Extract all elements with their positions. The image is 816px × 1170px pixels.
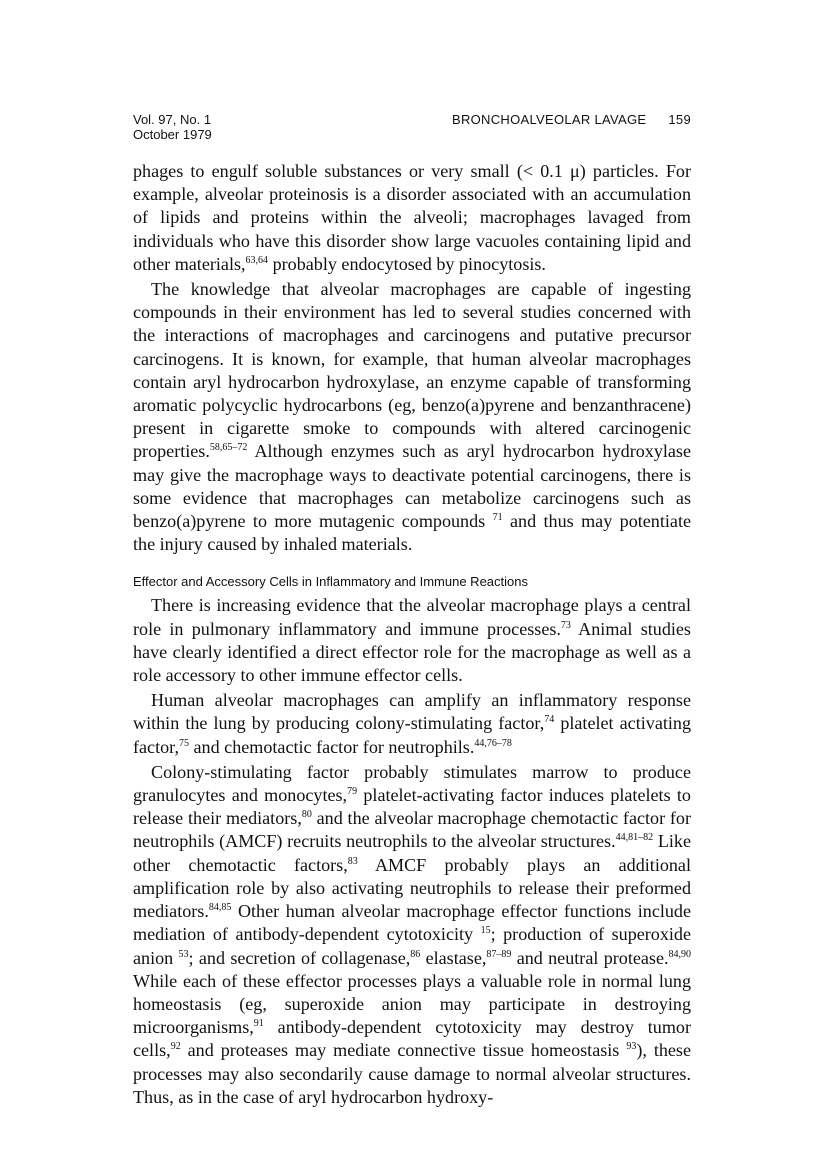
text-run: Other human alveolar macrophage effector functions include mediation of antibody-dependent cytotoxicity <box>133 901 691 945</box>
text-run: and thus may potentiate the injury caused by inhaled materials. <box>133 511 692 555</box>
text-run: Although enzymes such as aryl hydrocarbon hydroxylase may give the macrophage ways to deactivate potential carcinogens, there is some evidence that macrophages can metabolize carcinogens such as benzo(a)pyrene to more mutagenic compounds <box>133 441 691 532</box>
text-run: Colony-stimulating factor probably stimulates marrow to produce granulocytes and monocytes, <box>133 761 691 806</box>
text-run: While each of these effector processes plays a valuable role in normal lung homeostasis (eg, superoxide anion may participate in destroying microorganisms, <box>133 970 691 1038</box>
citation-superscript: 63,64 <box>245 254 269 266</box>
volume-number: Vol. 97, No. 1 <box>133 112 212 127</box>
citation-superscript: 83 <box>347 855 358 867</box>
citation-superscript: 80 <box>301 809 312 821</box>
running-title: BRONCHOALVEOLAR LAVAGE <box>451 112 647 127</box>
paragraph-group-macrophage-ingestion <box>133 160 691 556</box>
citation-superscript: 93 <box>626 1041 637 1053</box>
citation-superscript: 58,65–72 <box>209 442 248 454</box>
text-run: platelet activating factor, <box>133 713 691 757</box>
text-run: ; production of superoxide anion <box>133 924 691 968</box>
article-body <box>133 160 691 1109</box>
page-number: 159 <box>668 112 691 127</box>
citation-superscript: 84,85 <box>208 902 232 914</box>
text-run: and proteases may mediate connective tissue homeostasis <box>180 1040 627 1061</box>
issue-date: October 1979 <box>133 127 212 142</box>
paragraph <box>133 160 691 276</box>
citation-superscript: 86 <box>410 948 421 960</box>
text-run: platelet-activating factor induces platelets to release their mediators, <box>133 785 691 829</box>
citation-superscript: 73 <box>560 619 571 631</box>
citation-superscript: 92 <box>170 1041 181 1053</box>
paragraph <box>133 761 691 1109</box>
running-header <box>133 112 691 146</box>
paragraph-group-effector-cells <box>133 594 691 1108</box>
text-run: and the alveolar macrophage chemotactic factor for neutrophils (AMCF) recruits neutrophils to the alveolar structures. <box>133 808 691 852</box>
text-run: ), these processes may also secondarily cause damage to normal alveolar structures. Thus, as in the case of aryl hydrocarbon hydroxy- <box>133 1040 692 1107</box>
citation-superscript: 15 <box>480 925 491 937</box>
paragraph <box>133 689 691 759</box>
citation-superscript: 53 <box>178 948 189 960</box>
paragraph <box>133 278 691 556</box>
journal-page <box>133 112 691 1109</box>
citation-superscript: 71 <box>492 512 503 524</box>
citation-superscript: 84,90 <box>668 948 691 960</box>
citation-superscript: 74 <box>544 714 555 726</box>
journal-issue <box>133 112 212 142</box>
citation-superscript: 44,81–82 <box>615 832 654 844</box>
citation-superscript: 75 <box>179 737 189 749</box>
section-heading: Effector and Accessory Cells in Inflammatory and Immune Reactions <box>133 574 528 590</box>
text-run: antibody-dependent cytotoxicity may destroy tumor cells, <box>133 1017 691 1061</box>
citation-superscript: 91 <box>253 1018 264 1030</box>
running-title-block <box>452 112 691 127</box>
text-run: AMCF probably plays an additional amplification role by also activating neutrophils to release their preformed mediators. <box>133 854 691 922</box>
text-run: ; and secretion of collagenase, <box>188 947 411 968</box>
paragraph <box>133 594 691 687</box>
text-run: Like other chemotactic factors, <box>133 831 691 875</box>
text-run: and neutral protease. <box>511 947 669 968</box>
text-run: The knowledge that alveolar macrophages are capable of ingesting compounds in their environment has led to several studies concerned with the interactions of macrophages and carcinogens and putative precursor carcinogens. It is known, for example, that human alveolar macrophages contain aryl hydrocarbon hydroxylase, an enzyme capable of transforming aromatic polycyclic hydrocarbons (eg, benzo(a)pyrene and benzanthracene) present in cigarette smoke to compounds with altered carcinogenic properties. <box>133 279 691 462</box>
citation-superscript: 44,76–78 <box>474 737 512 749</box>
text-run: Animal studies have clearly identified a direct effector role for the macrophage as well as a role accessory to other immune effector cells. <box>133 618 691 686</box>
text-run: phages to engulf soluble substances or very small (< 0.1 μ) particles. For example, alveolar proteinosis is a disorder associated with an accumulation of lipids and proteins within the alveoli; macrophages lavaged from individuals who have this disorder show large vacuoles containing lipid and other materials, <box>133 161 691 274</box>
citation-superscript: 79 <box>347 786 358 798</box>
text-run: and chemotactic factor for neutrophils. <box>189 736 475 757</box>
text-run: Human alveolar macrophages can amplify an inflammatory response within the lung by producing colony-stimulating factor, <box>133 690 691 734</box>
text-run: elastase, <box>420 947 487 968</box>
text-run: There is increasing evidence that the alveolar macrophage plays a central role in pulmonary inflammatory and immune processes. <box>133 595 691 639</box>
text-run: probably endocytosed by pinocytosis. <box>268 253 546 274</box>
citation-superscript: 87–89 <box>486 948 512 960</box>
